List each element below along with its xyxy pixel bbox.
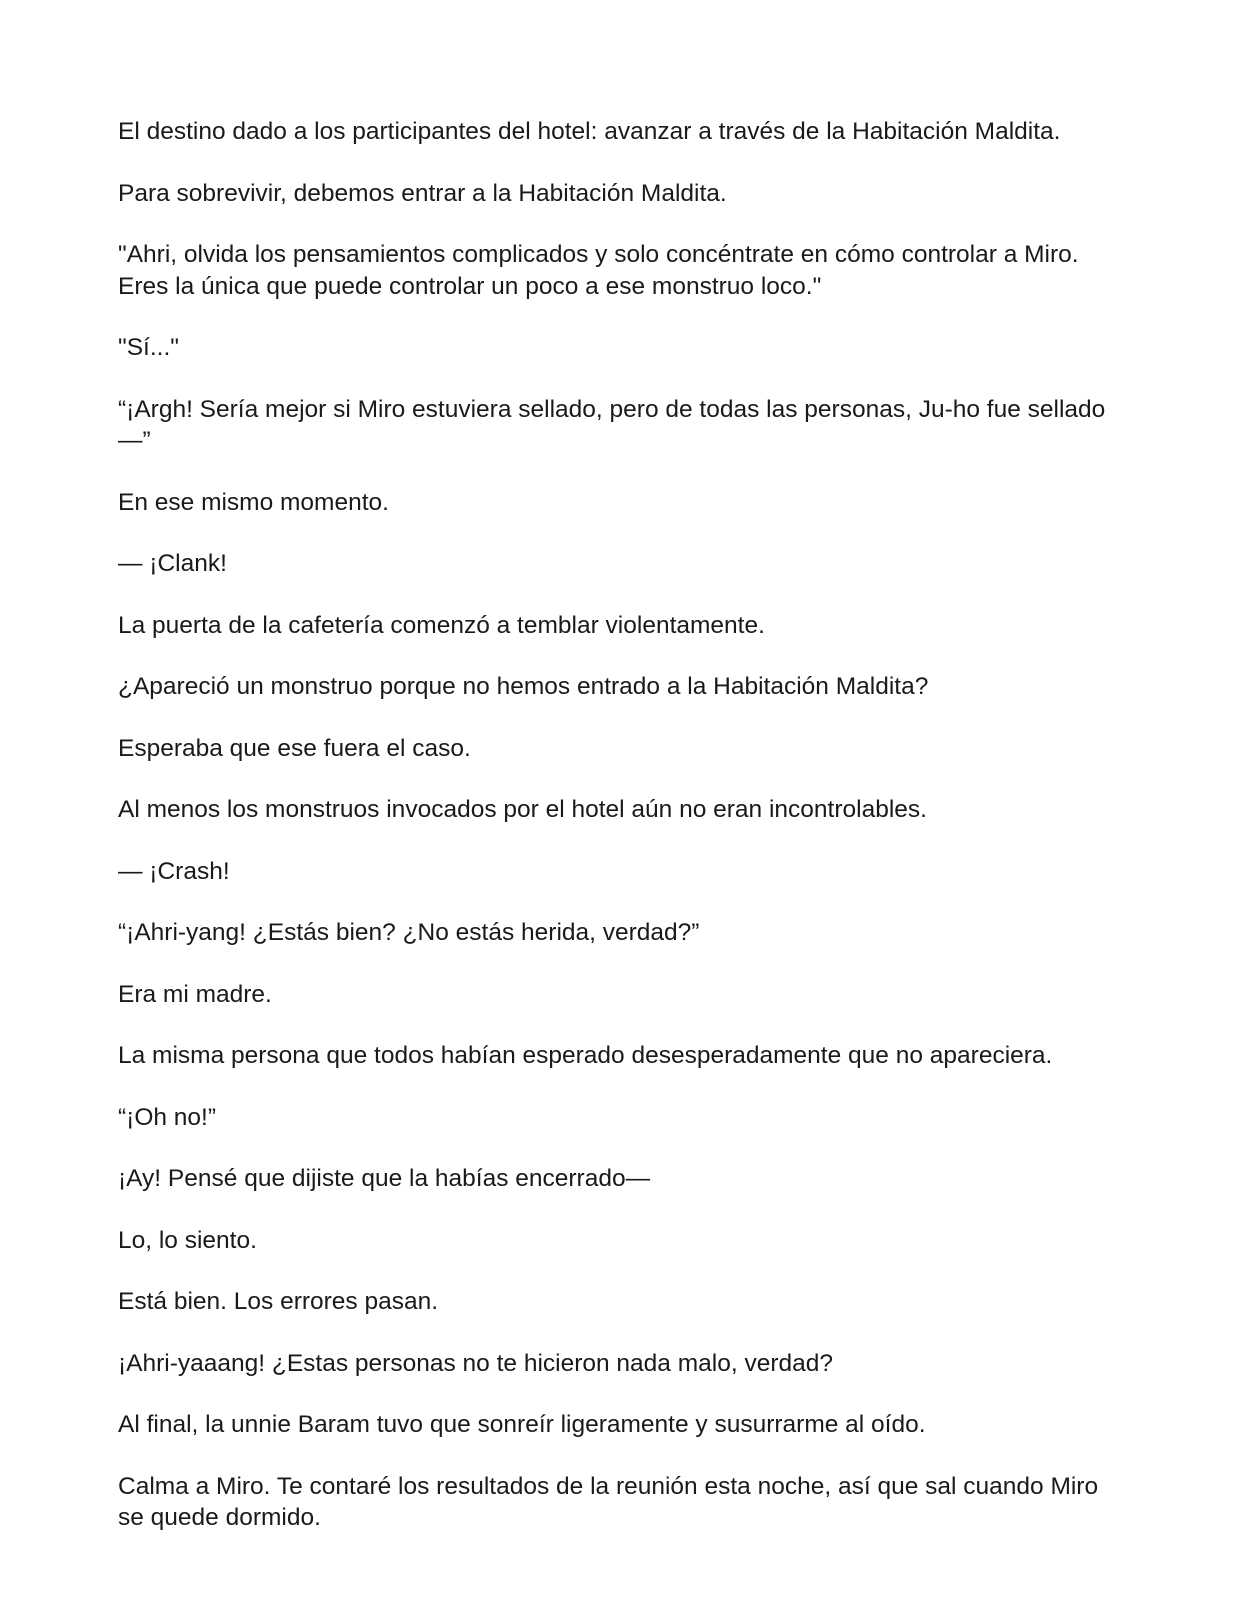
paragraph: En ese mismo momento. (118, 488, 389, 516)
paragraph: “¡Oh no!” (118, 1103, 217, 1131)
paragraph: ¡Ay! Pensé que dijiste que la habías encerrado— (118, 1165, 651, 1192)
paragraph: “¡Ahri-yang! ¿Estás bien? ¿No estás herida, verdad?” (118, 919, 700, 946)
paragraph: “¡Argh! Sería mejor si Miro estuviera sellado, pero de todas las personas, Ju-ho fue sellado—” (118, 395, 1106, 454)
paragraph: Lo, lo siento. (118, 1226, 257, 1254)
paragraph: Para sobrevivir, debemos entrar a la Habitación Maldita. (118, 179, 727, 207)
paragraph: Al final, la unnie Baram tuvo que sonreír ligeramente y susurrarme al oído. (118, 1411, 926, 1438)
paragraph: "Ahri, olvida los pensamientos complicados y solo concéntrate en cómo controlar a Miro. Eres la única que puede controlar un poco a ese monstruo loco." (118, 241, 1079, 300)
paragraph: — ¡Clank! (118, 550, 227, 577)
paragraph: Está bien. Los errores pasan. (118, 1288, 439, 1315)
paragraph: "Sí..." (118, 334, 179, 361)
paragraph: ¡Ahri-yaaang! ¿Estas personas no te hicieron nada malo, verdad? (118, 1349, 833, 1377)
paragraph: La misma persona que todos habían esperado desesperadamente que no apareciera. (118, 1042, 1053, 1069)
paragraph: Era mi madre. (118, 980, 272, 1008)
paragraph: Esperaba que ese fuera el caso. (118, 734, 471, 762)
paragraph: Calma a Miro. Te contaré los resultados de la reunión esta noche, así que sal cuando Miro se quede dormido. (118, 1472, 1099, 1531)
paragraph: — ¡Crash! (118, 857, 230, 885)
text-column (118, 116, 1128, 1564)
paragraph: ¿Apareció un monstruo porque no hemos entrado a la Habitación Maldita? (118, 673, 929, 700)
paragraph: El destino dado a los participantes del hotel: avanzar a través de la Habitación Maldita. (118, 118, 1061, 145)
paragraph: La puerta de la cafetería comenzó a temblar violentamente. (118, 611, 765, 639)
paragraph: Al menos los monstruos invocados por el hotel aún no eran incontrolables. (118, 796, 927, 823)
